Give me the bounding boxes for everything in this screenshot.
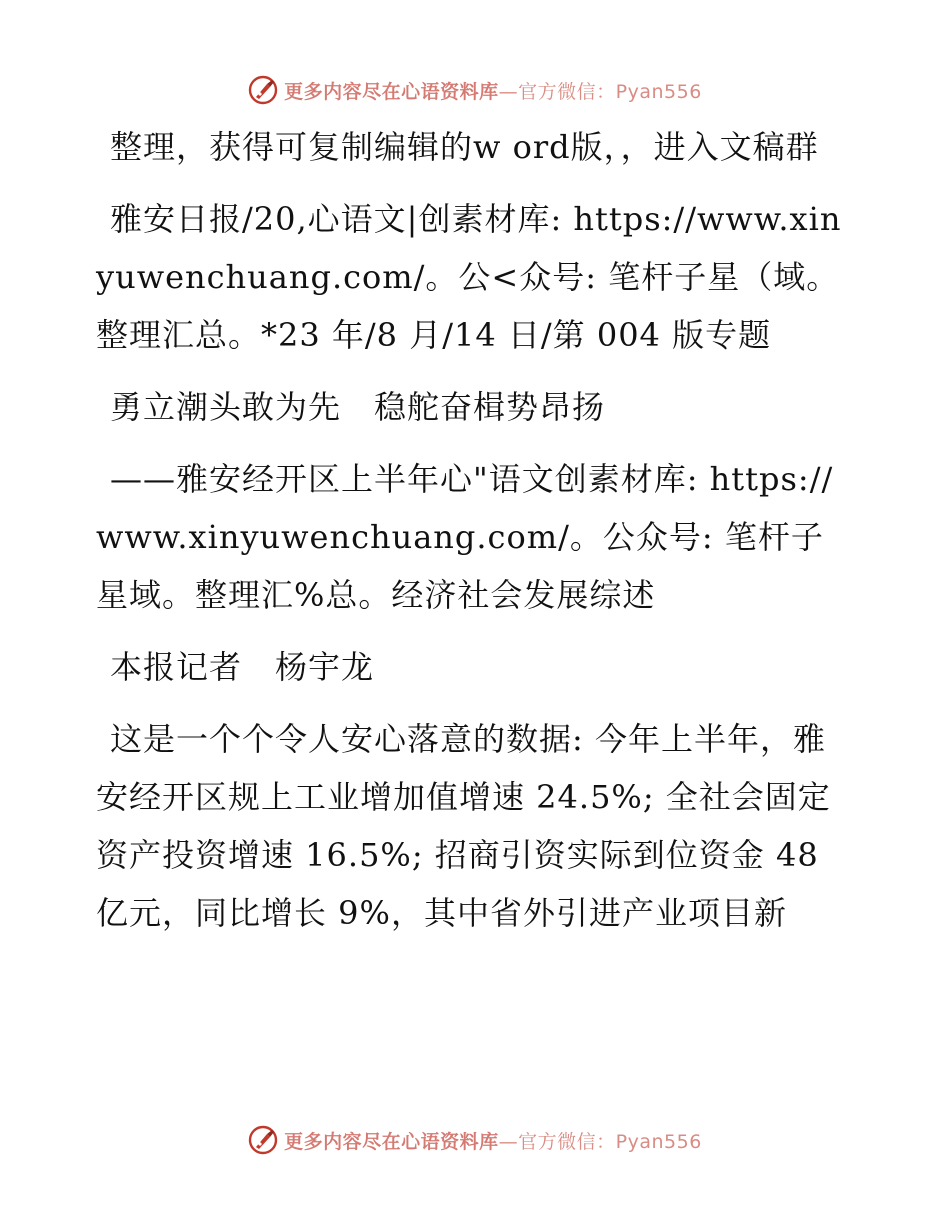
paragraph-text: 整理，获得可复制编辑的w ord版，，进入文稿群 — [110, 128, 819, 166]
subheadline-text: ——雅安经开区上半年心"语文创素材库: https://www.xinyuwenchuang.com/。公众号: 笔杆子星域。整理汇%总。经济社会发展综述 — [96, 460, 834, 614]
article-subheadline — [96, 450, 856, 624]
banner-brand-text: 更多内容尽在心语资料库 — [284, 1130, 499, 1153]
banner-brand-text: 更多内容尽在心语资料库 — [284, 80, 499, 103]
pen-nib-logo-icon — [248, 1125, 278, 1155]
paragraph-source — [96, 190, 856, 364]
byline-text: 本报记者 杨宇龙 — [110, 648, 375, 686]
banner-text — [284, 1127, 702, 1154]
article-headline — [96, 378, 856, 436]
banner-separator: — — [498, 1130, 519, 1153]
banner-separator: — — [498, 80, 519, 103]
banner-contact-text: 官方微信：Pyan556 — [518, 80, 702, 103]
headline-text: 勇立潮头敢为先 稳舵奋楫势昂扬 — [110, 388, 606, 426]
banner-text — [284, 77, 702, 104]
header-banner — [0, 70, 950, 110]
article-byline — [96, 638, 856, 696]
document-body — [96, 118, 856, 956]
paragraph-text: 雅安日报/20,心语文|创素材库: https://www.xinyuwenchuang.com/。公<众号: 笔杆子星（域。整理汇总。*23 年/8 月/14 日/第 004 版专题 — [96, 200, 842, 354]
pen-nib-logo-icon — [248, 75, 278, 105]
footer-banner — [0, 1120, 950, 1160]
paragraph-body — [96, 710, 856, 942]
paragraph-text: 这是一个个令人安心落意的数据: 今年上半年，雅安经开区规上工业增加值增速 24.5%; 全社会固定资产投资增速 16.5%; 招商引资实际到位资金 48 亿元，同比增长 9%，其中省外引进产业项目新 — [96, 720, 831, 932]
paragraph-intro — [96, 118, 856, 176]
banner-contact-text: 官方微信：Pyan556 — [518, 1130, 702, 1153]
